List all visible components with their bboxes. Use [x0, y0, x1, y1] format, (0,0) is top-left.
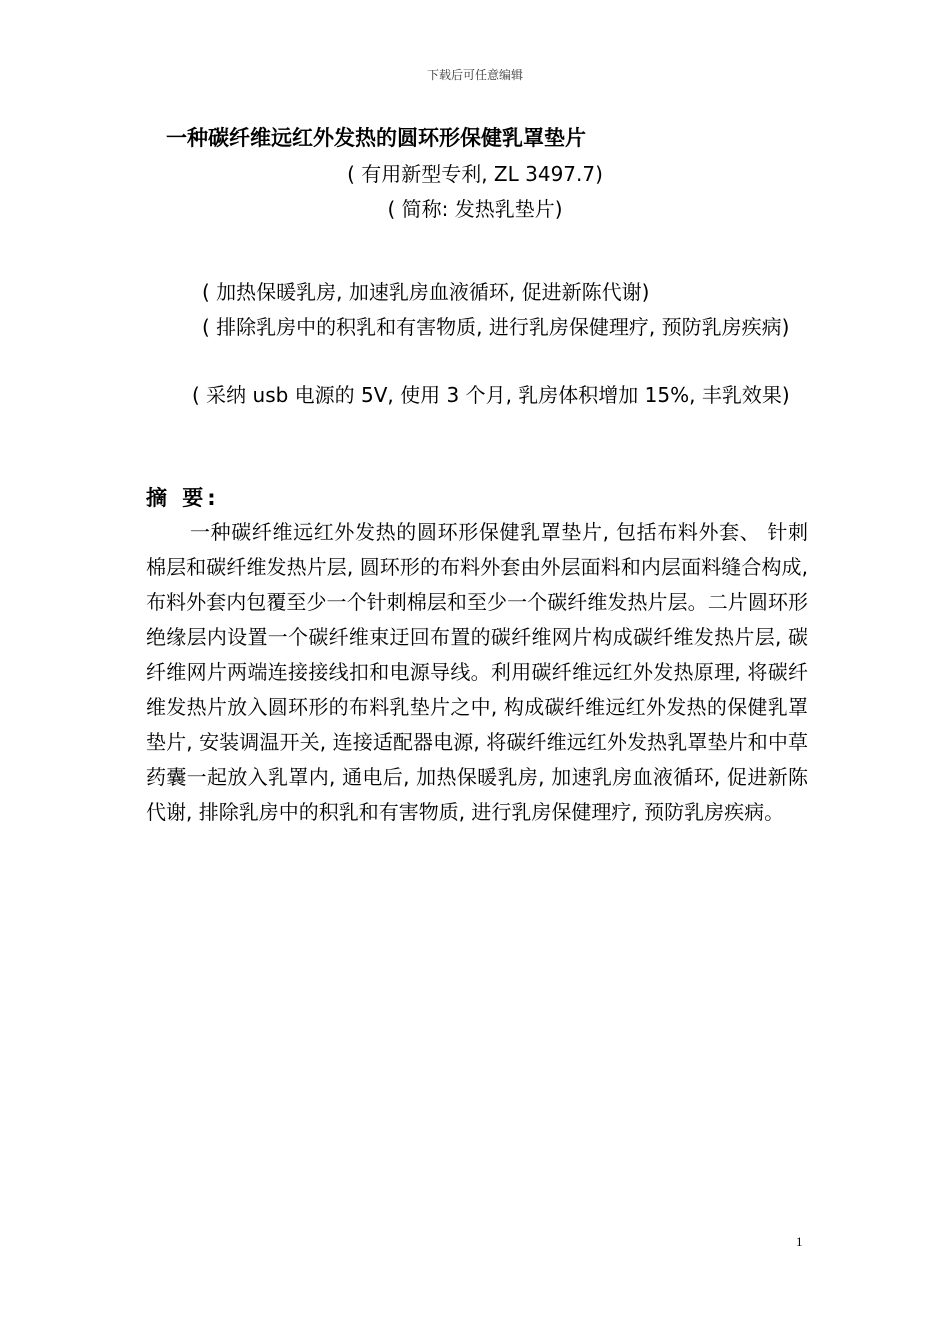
document-title: 一种碳纤维远红外发热的圆环形保健乳罩垫片	[166, 126, 586, 150]
patent-subtitle: ( 有用新型专利, ZL 3497.7)	[347, 162, 603, 186]
feature-line-3: ( 采纳 usb 电源的 5V, 使用 3 个月, 乳房体积增加 15%, 丰乳效果)	[192, 383, 790, 407]
short-name-subtitle: ( 简称: 发热乳垫片)	[387, 197, 563, 221]
abstract-paragraph: 一种碳纤维远红外发热的圆环形保健乳罩垫片, 包括布料外套、 针刺棉层和碳纤维发热片层, 圆环形的布料外套由外层面料和内层面料缝合构成, 布料外套内包覆至少一个针刺棉层和至少一个碳纤维发热片层。二片圆环形绝缘层内设置一个碳纤维束迂回布置的碳纤维网片构成碳纤维发热片层, 碳纤维网片两端连接接线扣和电源导线。利用碳纤维远红外发热原理, 将碳纤维发热片放入圆环形的布料乳垫片之中, 构成碳纤维远红外发热的保健乳罩垫片, 安装调温开关, 连接适配器电源, 将碳纤维远红外发热乳罩垫片和中草药囊一起放入乳罩内, 通电后, 加热保暖乳房, 加速乳房血液循环, 促进新陈代谢, 排除乳房中的积乳和有害物质, 进行乳房保健理疗, 预防乳房疾病。	[146, 520, 808, 824]
page-number: 1	[796, 1234, 803, 1249]
feature-line-2: ( 排除乳房中的积乳和有害物质, 进行乳房保健理疗, 预防乳房疾病)	[202, 315, 790, 339]
feature-line-1: ( 加热保暖乳房, 加速乳房血液循环, 促进新陈代谢)	[202, 280, 650, 304]
abstract-heading: 摘 要:	[146, 486, 220, 510]
page-header: 下载后可任意编辑	[426, 68, 523, 82]
